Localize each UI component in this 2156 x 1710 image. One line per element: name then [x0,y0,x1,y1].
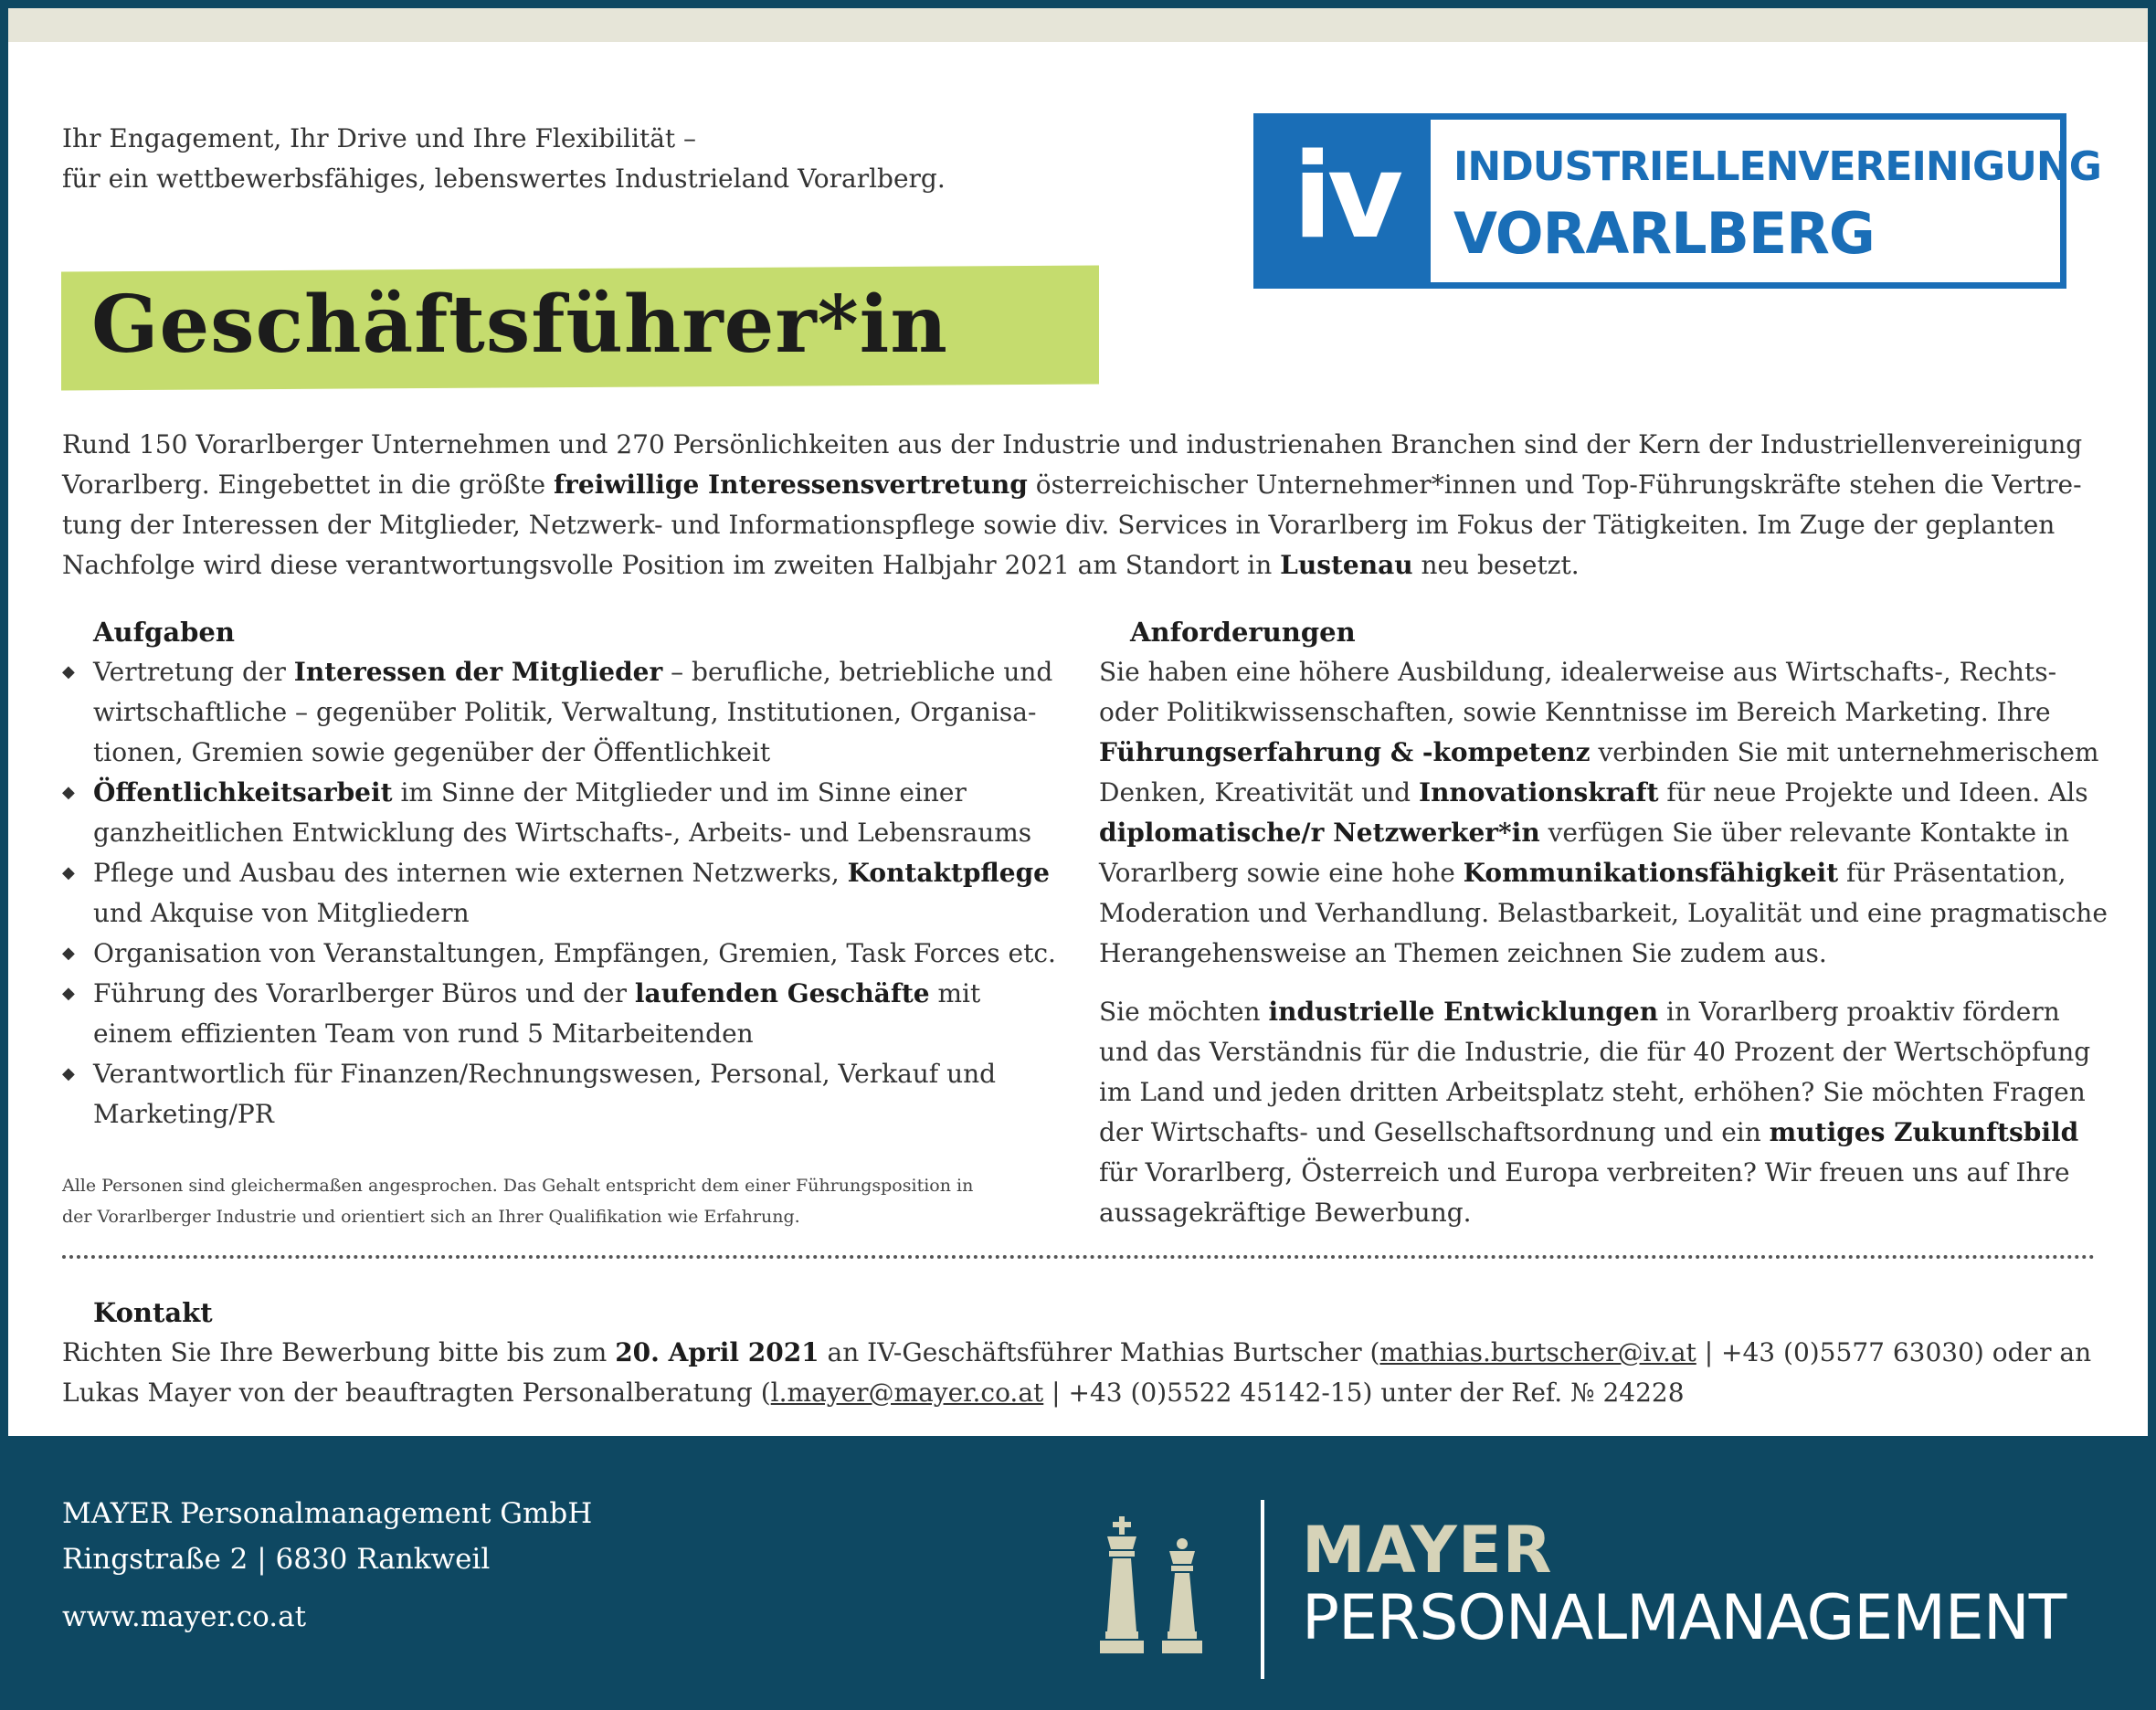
item-text: mit [929,978,981,1008]
email-link-mayer[interactable]: l.mayer@mayer.co.at [770,1378,1044,1408]
fineprint-line: der Vorarlberger Industrie und orientiert sich an Ihrer Qualifikation wie Erfahrung. [62,1207,800,1227]
dotted-divider [62,1255,2096,1259]
footer-divider [1261,1500,1264,1679]
mayer-logo-line1: MAYER [1302,1513,1553,1588]
company-address: Ringstraße 2 | 6830 Rankweil [62,1543,491,1576]
footer [0,1436,2156,1710]
contact-line [62,1333,2091,1373]
bullet-icon: ◆ [62,944,75,963]
requirements-paragraph [1099,992,2122,1233]
item-text: und Akquise von Mitgliedern [93,898,470,928]
item-emphasis: Öffentlichkeitsarbeit [93,777,393,808]
bullet-icon: ◆ [62,863,75,882]
bullet-icon: ◆ [62,1064,75,1083]
para-text: verbinden Sie mit unternehmerischem [1590,737,2099,767]
lead-text: Vorarlberg. Eingebettet in die größte [62,470,555,500]
item-text: Verantwortlich für Finanzen/Rechnungswesen, Personal, Verkauf und [93,1059,997,1089]
list-item [62,1054,1085,1135]
iv-logo-mark [1260,120,1431,282]
tasks-heading: Aufgaben [93,617,235,648]
lead-line: Rund 150 Vorarlberger Unternehmen und 270 Persönlichkeiten aus der Industrie und industrienahen Branchen sind der Kern der Industriellenvereinigung [62,429,2083,459]
item-text: tionen, Gremien sowie gegenüber der Öffentlichkeit [93,737,771,767]
para-text: im Land und jeden dritten Arbeitsplatz steht, erhöhen? Sie möchten Fragen [1099,1077,2086,1107]
para-text: Sie haben eine höhere Ausbildung, idealerweise aus Wirtschafts-, Rechts- [1099,657,2057,687]
intro-line: für ein wettbewerbsfähiges, lebenswertes Industrieland Vorarlberg. [62,164,946,194]
para-text: für Präsentation, [1838,858,2066,888]
lead-line: tung der Interessen der Mitglieder, Netzwerk- und Informationspflege sowie div. Services in Vorarlberg im Fokus der Tätigkeiten. Im Zuge der geplanten [62,510,2056,540]
requirements-paragraph [1099,652,2122,974]
para-text: aussagekräftige Bewerbung. [1099,1198,1472,1228]
para-text: für neue Projekte und Ideen. Als [1658,777,2088,808]
item-text: einem effizienten Team von rund 5 Mitarbeitenden [93,1019,754,1049]
item-text: im Sinne der Mitglieder und im Sinne einer [392,777,967,808]
para-text: verfügen Sie über relevante Kontakte in [1539,818,2070,848]
lead-text: österreichischer Unternehmer*innen und Top-Führungskräfte stehen die Vertre- [1027,470,2082,500]
intro-line: Ihr Engagement, Ihr Drive und Ihre Flexibilität – [62,123,697,153]
bullet-icon: ◆ [62,984,75,1003]
para-emphasis: Kommunikationsfähigkeit [1463,858,1839,888]
para-text: in Vorarlberg proaktiv fördern [1658,997,2060,1027]
lead-emphasis: freiwillige Interessensvertretung [554,470,1028,500]
fineprint-line: Alle Personen sind gleichermaßen angesprochen. Das Gehalt entspricht dem einer Führungsposition in [62,1176,974,1196]
iv-logo-line2: VORARLBERG [1453,200,1875,267]
list-item [62,652,1085,773]
item-emphasis: Kontaktpflege [847,858,1050,888]
item-text: Marketing/PR [93,1099,274,1129]
para-emphasis: Führungserfahrung & -kompetenz [1099,737,1591,767]
list-item [62,773,1085,853]
item-text: ganzheitlichen Entwicklung des Wirtschafts-, Arbeits- und Lebensraums [93,818,1032,848]
top-band [8,8,2148,42]
item-text: Organisation von Veranstaltungen, Empfängen, Gremien, Task Forces etc. [93,938,1056,968]
fineprint [62,1170,973,1232]
contact-text: | +43 (0)5522 45142-15) unter der Ref. № 24228 [1043,1378,1685,1408]
chess-pieces-icon [1094,1516,1222,1662]
para-text: und das Verständnis für die Industrie, die für 40 Prozent der Wertschöpfung [1099,1037,2091,1067]
lead-emphasis: Lustenau [1280,550,1413,580]
contact-line [62,1373,2091,1413]
list-item [62,974,1085,1054]
para-text: Vorarlberg sowie eine hohe [1099,858,1464,888]
email-link-iv[interactable]: mathias.burtscher@iv.at [1379,1337,1696,1367]
para-emphasis: Innovationskraft [1418,777,1659,808]
contact-text: | +43 (0)5577 63030) oder an [1696,1337,2092,1367]
lead-line [62,465,2099,505]
requirements-section [1099,612,2122,1233]
bullet-icon: ◆ [62,783,75,802]
list-item [62,934,1085,974]
footer-address [62,1491,592,1582]
lead-text: neu besetzt. [1412,550,1580,580]
para-emphasis: diplomatische/r Netzwerker*in [1099,818,1540,848]
iv-logo-line1: INDUSTRIELLENVEREINIGUNG [1453,143,2101,190]
item-text: – berufliche, betriebliche und [662,657,1053,687]
para-text: der Wirtschafts- und Gesellschaftsordnung und ein [1099,1117,1770,1147]
para-text: oder Politikwissenschaften, sowie Kenntnisse im Bereich Marketing. Ihre [1099,697,2051,727]
para-text: Denken, Kreativität und [1099,777,1419,808]
mayer-logo-line2: PERSONALMANAGEMENT [1302,1582,2066,1654]
para-text: Sie möchten [1099,997,1269,1027]
tasks-section [62,612,1085,1135]
item-text: wirtschaftliche – gegenüber Politik, Verwaltung, Institutionen, Organisa- [93,697,1037,727]
contact-text: Lukas Mayer von der beauftragten Personalberatung ( [62,1378,771,1408]
para-emphasis: industrielle Entwicklungen [1268,997,1659,1027]
iv-logo-letters: iv [1292,129,1399,265]
requirements-heading: Anforderungen [1130,617,1356,648]
item-emphasis: laufenden Geschäfte [634,978,930,1008]
para-text: Moderation und Verhandlung. Belastbarkeit, Loyalität und eine pragmatische [1099,898,2108,928]
item-text: Führung des Vorarlberger Büros und der [93,978,635,1008]
website-link[interactable]: www.mayer.co.at [62,1600,307,1633]
para-emphasis: mutiges Zukunftsbild [1769,1117,2079,1147]
item-emphasis: Interessen der Mitglieder [293,657,663,687]
intro-tagline [62,119,946,199]
item-text: Pflege und Ausbau des internen wie externen Netzwerks, [93,858,848,888]
list-item [62,853,1085,934]
contact-text: an IV-Geschäftsführer Mathias Burtscher ( [819,1337,1380,1367]
lead-paragraph [62,425,2099,586]
iv-logo [1253,113,2101,289]
contact-section [62,1293,2091,1413]
tasks-list [62,652,1085,1135]
lead-text: Nachfolge wird diese verantwortungsvolle Position im zweiten Halbjahr 2021 am Standort in [62,550,1281,580]
item-text: Vertretung der [93,657,294,687]
bullet-icon: ◆ [62,662,75,681]
company-name: MAYER Personalmanagement GmbH [62,1497,593,1530]
para-text: Herangehensweise an Themen zeichnen Sie zudem aus. [1099,938,1827,968]
contact-text: Richten Sie Ihre Bewerbung bitte bis zum [62,1337,616,1367]
deadline-date: 20. April 2021 [615,1337,819,1367]
para-text: für Vorarlberg, Österreich und Europa verbreiten? Wir freuen uns auf Ihre [1099,1157,2070,1188]
lead-line [62,545,2099,586]
job-title: Geschäftsführer*in [91,279,948,371]
contact-heading: Kontakt [93,1297,213,1328]
